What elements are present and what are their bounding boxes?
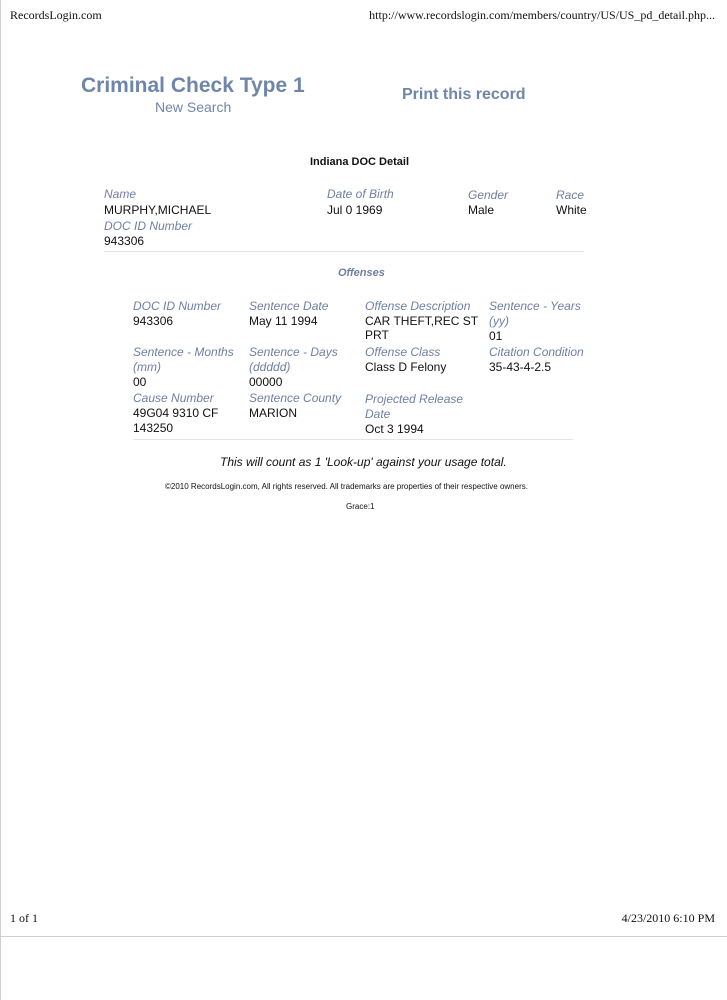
name-value: MURPHY,MICHAEL (104, 203, 212, 217)
offense-doc-value: 943306 (133, 314, 174, 328)
sentence-date-value: May 11 1994 (249, 314, 318, 328)
race-label: Race (556, 188, 585, 202)
grace-counter: Grace:1 (346, 502, 375, 511)
offense-class-value: Class D Felony (365, 360, 447, 374)
sentence-county-label: Sentence County (249, 391, 342, 405)
sentence-months-value: 00 (133, 375, 147, 389)
race-value: White (556, 203, 587, 217)
page-title: Criminal Check Type 1 (81, 74, 305, 97)
sentence-years-label-line1: Sentence - Years (489, 299, 581, 313)
sentence-months-label-line2: (mm) (133, 360, 161, 374)
sentence-days-label-line2: (ddddd) (249, 360, 291, 374)
sentence-years-value: 01 (489, 329, 503, 343)
sentence-days-value: 00000 (249, 375, 283, 389)
cause-number-line2: 143250 (133, 421, 174, 435)
copyright-text: ©2010 RecordsLogin.com, All rights reserved. All trademarks are properties of their respective owners. (165, 482, 528, 491)
sentence-months-label-line1: Sentence - Months (133, 345, 234, 359)
detail-heading: Indiana DOC Detail (310, 156, 410, 168)
sentence-days-label-line1: Sentence - Days (249, 345, 338, 359)
print-header-url: http://www.recordslogin.com/members/country/US/US_pd_detail.php... (369, 8, 715, 22)
sentence-date-label: Sentence Date (249, 299, 329, 313)
doc-id-label: DOC ID Number (104, 219, 193, 233)
print-record-link[interactable]: Print this record (402, 86, 526, 103)
projected-release-value: Oct 3 1994 (365, 422, 424, 436)
offenses-divider (133, 439, 573, 440)
offense-description-label: Offense Description (365, 299, 471, 313)
sentence-county-value: MARION (249, 406, 297, 420)
sentence-years-label-line2: (yy) (489, 314, 509, 328)
print-footer-page: 1 of 1 (10, 911, 38, 925)
print-footer-datetime: 4/23/2010 6:10 PM (621, 911, 715, 925)
cause-number-line1: 49G04 9310 CF (133, 406, 219, 420)
doc-id-value: 943306 (104, 234, 145, 248)
usage-note: This will count as 1 'Look-up' against your usage total. (220, 455, 507, 469)
offense-doc-label: DOC ID Number (133, 299, 222, 313)
projected-release-label-line2: Date (365, 407, 391, 421)
scan-left-edge (0, 0, 1, 1000)
section-divider (104, 251, 584, 252)
cause-number-label: Cause Number (133, 391, 214, 405)
new-search-link[interactable]: New Search (155, 99, 232, 115)
offense-description-line2: PRT (365, 328, 389, 342)
citation-condition-label: Citation Condition (489, 345, 584, 359)
dob-label: Date of Birth (327, 187, 394, 201)
print-header-site: RecordsLogin.com (10, 8, 102, 22)
offense-class-label: Offense Class (365, 345, 441, 359)
dob-value: Jul 0 1969 (327, 203, 383, 217)
citation-condition-value: 35-43-4-2.5 (489, 360, 552, 374)
print-footer-rule (0, 936, 727, 937)
gender-value: Male (468, 203, 495, 217)
offense-description-line1: CAR THEFT,REC ST (365, 314, 479, 328)
name-label: Name (104, 187, 137, 201)
offenses-heading: Offenses (338, 267, 385, 279)
gender-label: Gender (468, 188, 509, 202)
projected-release-label-line1: Projected Release (365, 392, 464, 406)
